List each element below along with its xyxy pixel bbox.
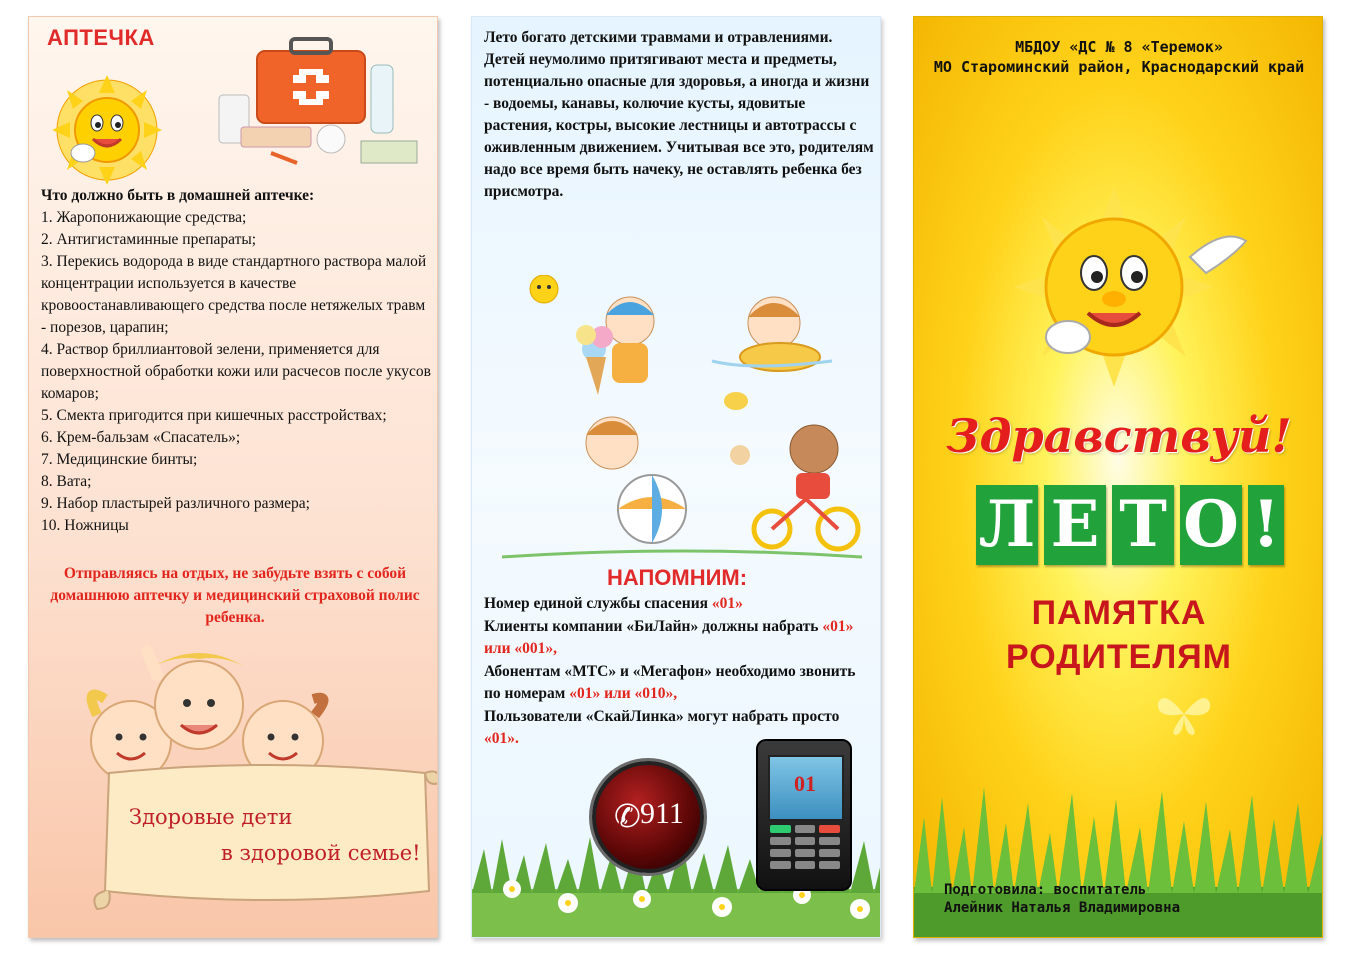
sun-character-icon [984,187,1254,387]
summer-letter: О [1180,485,1242,565]
safety-intro: Лето богато детскими травмами и отравлениями. Детей неумолимо притягивают места и предметы, потенциально опасные для здоровья, а иногда и жизни - водоемы, канавы, колючие кусты, ядовитые растения, костры, высокие лестницы и автотрассы с оживленным движением. Учитывая все это, родителям надо все время быть начеку, не оставлять ребенка без присмотра. [484,29,874,200]
cover-panel [913,16,1323,938]
first-aid-question: Что должно быть в домашней аптечке: [41,187,315,204]
memo-title [914,591,1323,679]
list-item: 4. Раствор бриллиантовой зелени, применяется для поверхностной обработки кожи или расчесов после укусов комаров; [41,341,431,402]
rescue-service-number: «01» [711,595,743,612]
author-credit [944,881,1180,917]
first-aid-panel [28,16,438,938]
first-aid-list [41,185,433,537]
emergency-911-badge [592,761,704,873]
sun-mascot-icon [37,75,177,185]
summer-letter: Е [1044,485,1106,565]
phone-handset-icon: ✆ [614,797,641,835]
author-name: Алейник Наталья Владимировна [944,900,1181,916]
list-item: 10. Ножницы [41,517,129,534]
first-aid-title: АПТЕЧКА [47,25,155,50]
summer-word [976,485,1284,565]
beeline-number: «01» или «001», [484,617,854,657]
beeline-text: Клиенты компании «БиЛайн» должны набрать [484,617,819,635]
list-item: 5. Смекта пригодится при кишечных расстройствах; [41,407,387,424]
skylink-text: Пользователи «СкайЛинка» могут набрать просто [484,707,840,725]
summer-safety-panel [471,16,881,938]
butterfly-icon [1154,689,1214,739]
organization-header [914,37,1323,77]
phone-screen-number: 01 [794,771,816,796]
memo-line-2: РОДИТЕЛЯМ [1006,638,1232,676]
list-item: 1. Жаропонижающие средства; [41,209,247,226]
summer-letter: Л [976,485,1038,565]
banner-line-2: в здоровой семье! [221,841,421,865]
phone-screen [768,755,844,821]
organization-name: МБДОУ «ДС № 8 «Теремок» [1015,38,1223,56]
first-aid-kit-icon [211,35,429,175]
healthy-kids-banner [89,759,438,911]
skylink-number: «01». [484,730,519,747]
phone-keypad [770,825,840,869]
list-item: 2. Антигистаминные препараты; [41,231,257,248]
list-item: 8. Вата; [41,473,92,490]
author-role: Подготовила: воспитатель [944,882,1147,898]
organization-region: МО Староминский район, Краснодарский край [933,58,1305,76]
memo-line-1: ПАМЯТКА [1031,594,1207,632]
mts-megafon-text: Абонентам «МТС» и «Мегафон» необходимо звонить по номерам [484,662,856,702]
kids-playing-illustration-icon [502,275,862,571]
summer-letter: ! [1248,485,1284,565]
list-item: 3. Перекись водорода в виде стандартного раствора малой концентрации используется в качестве кровоостанавливающего средства после нетяжелых травм - порезов, царапин; [41,253,427,336]
list-item: 7. Медицинские бинты; [41,451,198,468]
remind-title: НАПОМНИМ: [606,565,748,590]
emergency-numbers [484,593,876,751]
mobile-phone-icon [756,739,852,891]
banner-line-1: Здоровые дети [129,805,293,829]
list-item: 9. Набор пластырей различного размера; [41,495,310,512]
summer-letter: Т [1112,485,1174,565]
list-item: 6. Крем-бальзам «Спасатель»; [41,429,241,446]
travel-warning: Отправляясь на отдых, не забудьте взять с собой домашнюю аптечку и медицинский страховой полис ребенка. [50,565,420,626]
emergency-number: 911 [640,797,684,830]
banner-scroll-icon [89,759,438,911]
rescue-service-text: Номер единой службы спасения [484,595,709,612]
hello-title: Здравствуй! [946,409,1292,463]
mts-megafon-number: «01» или «010», [569,685,678,702]
